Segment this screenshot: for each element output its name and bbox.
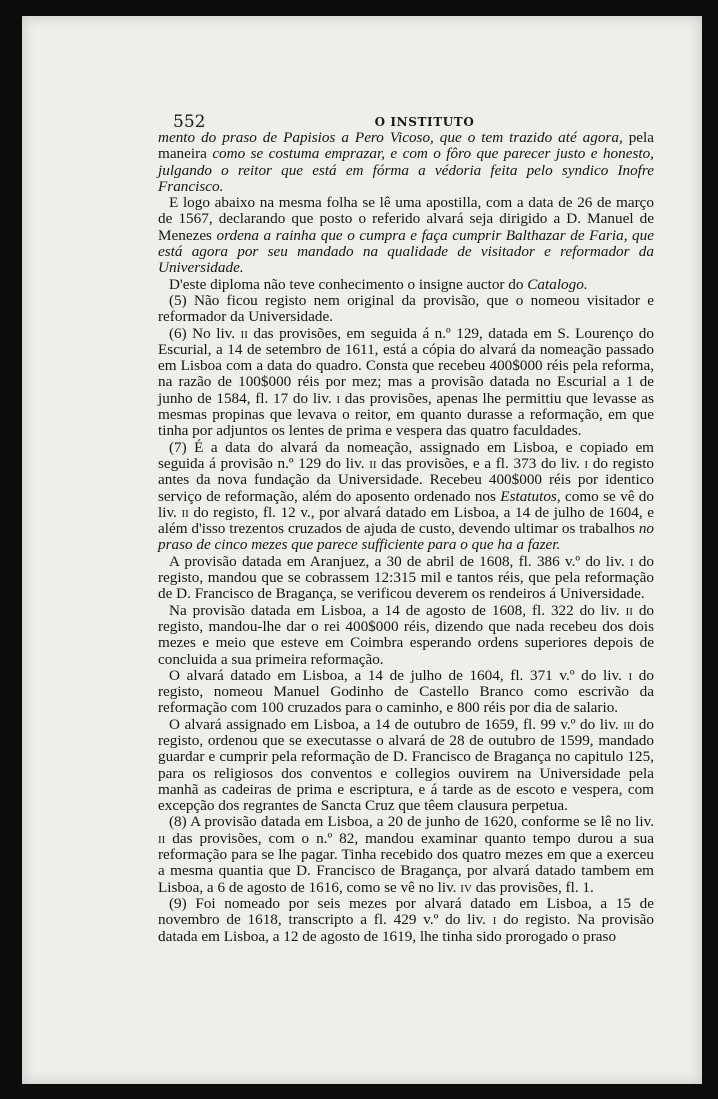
paragraph	[158, 717, 654, 815]
text-segment: do registo, mandou-lhe dar o rei 400$000 réis, dizendo que nada recebeu dos dois mezes e meio que esteve em Coimbra esperando ordens superiores depois de concluida a sua primeira reformação.	[158, 601, 655, 668]
page-number: 552	[173, 112, 206, 132]
paragraph	[158, 603, 654, 668]
italic-text-segment: Catalogo.	[527, 275, 588, 293]
running-title: O INSTITUTO	[374, 115, 475, 129]
text-segment: do registo, mandou que se cobrassem 12:315 mil e tantos réis, que pela reformação de D. Francisco de Bragança, se verificou deverem os rendeiros á Universidade.	[158, 552, 654, 603]
text-segment: iii	[623, 715, 635, 733]
italic-text-segment: Estatutos,	[500, 487, 561, 505]
italic-text-segment: ordena a rainha que o cumpra e faça cumprir Balthazar de Faria, que está agora por seu mandado na qualidade de visitador e reformador da Universidade.	[158, 226, 654, 277]
text-segment: iv	[460, 878, 472, 896]
text-segment: (9) Foi nomeado por seis mezes por alvará datado em Lisboa, a 15 de novembro de 1618, transcripto a fl. 429 v.º do liv.	[158, 894, 654, 929]
text-segment: i	[584, 454, 589, 472]
text-segment: ii	[158, 829, 166, 847]
text-segment: ii	[240, 324, 248, 342]
paragraph	[158, 130, 654, 195]
paragraph	[158, 896, 654, 945]
paragraph	[158, 814, 654, 895]
text-segment: do registo, nomeou Manuel Godinho de Castello Branco como escrivão da reformação com 100 cruzados para o caminho, e 800 réis por dia de salario.	[158, 666, 654, 717]
text-segment: O alvará datado em Lisboa, a 14 de julho de 1604, fl. 371 v.º do liv.	[169, 666, 629, 684]
paragraph	[158, 668, 654, 717]
text-segment: E logo abaixo na mesma folha se lê uma apostilla, com a data de 26 de março de 1567, declarando que posto o referido alvará seja dirigido a D. Manuel de Menezes	[158, 194, 654, 244]
paragraph	[158, 293, 654, 326]
italic-text-segment: como se costuma emprazar, e com o fôro que parecer justo e honesto, julgando o reitor que está em fórma a védoria feita pelo syndico Inofre Francisco.	[158, 145, 654, 195]
italic-text-segment: mento do praso de Papisios a Pero Vicoso, que o tem trazido até agora,	[158, 129, 623, 146]
text-segment: (8) A provisão datada em Lisboa, a 20 de junho de 1620, conforme se lê no liv.	[169, 813, 654, 831]
text-segment: das provisões, fl. 1.	[471, 878, 594, 896]
paragraph	[158, 440, 654, 554]
text-segment: A provisão datada em Aranjuez, a 30 de abril de 1608, fl. 386 v.º do liv.	[169, 552, 630, 570]
text-segment: (5) Não ficou registo nem original da provisão, que o nomeou visitador e reformador da Universidade.	[158, 291, 654, 326]
text-segment: das provisões, apenas lhe permittiu que levasse as mesmas propinas que levava o reitor, em quanto durasse a reformação, em que tinha por adjuntos os lentes de prima e vespera das quatro faculdades.	[158, 389, 654, 440]
text-segment: i	[336, 389, 341, 407]
text-segment: i	[628, 666, 633, 684]
text-segment: do registo, ordenou que se executasse o alvará de 28 de outubro de 1599, mandado guardar e cumprir pela reformação de D. Francisco de Bragança no capitulo 125, para os religiosos dos conventos e collegios ouvirem na Universidade pela manhã as cadeiras de prima e escriptura, e á tarde as de escoto e vespera, com excepção dos regrantes de Sancta Cruz que têem clausura perpetua.	[158, 715, 654, 815]
text-segment: i	[492, 911, 497, 929]
text-segment: ii	[625, 601, 633, 619]
text-segment: Na provisão datada em Lisboa, a 14 de agosto de 1608, fl. 322 do liv.	[169, 601, 626, 619]
text-segment: ii	[181, 503, 189, 521]
text-segment: (7) É a data do alvará da nomeação, assignado em Lisboa, e copiado em seguida á provisão n.º 129 do liv.	[158, 438, 654, 472]
text-segment: das provisões, em seguida á n.º 129, datada em S. Lourenço do Escurial, a 14 de setembro de 1611, está a cópia do alvará da nomeação passado em Lisboa com a data do quadro. Consta que recebeu 400$000 réis pela reforma, na razão de 100$000 réis por mez; mas a provisão datada no Escurial a 1 de junho de 1584, fl. 17 do liv.	[158, 324, 654, 407]
paragraph	[158, 277, 654, 293]
paragraph	[158, 326, 654, 440]
body-text	[158, 130, 654, 945]
paragraph	[158, 195, 654, 276]
text-segment: como se vê do liv.	[158, 487, 654, 521]
text-segment: i	[629, 552, 634, 570]
italic-text-segment: no praso de cinco mezes que parece sufficiente para o que ha a fazer.	[158, 520, 654, 554]
text-segment: do registo antes da nova fundação da Universidade. Recebeu 400$000 réis por identico serviço de reformação, além do aposento ordenado nos	[158, 454, 655, 505]
text-segment: (6) No liv.	[169, 324, 241, 342]
text-segment: das provisões, e a fl. 373 do liv.	[376, 454, 585, 472]
text-segment: pela maneira	[158, 129, 655, 163]
text-segment: do registo. Na provisão datada em Lisboa, a 12 de agosto de 1619, lhe tinha sido prorogado o praso	[158, 911, 654, 945]
text-segment: das provisões, com o n.º 82, mandou examinar quanto tempo durou a sua reformação para se lhe pagar. Tinha recebido dos quatro mezes em que a exerceu a mesma quantia que D. Francisco de Bragança, por alvará datado tambem em Lisboa, a 6 de agosto de 1616, como se vê no liv.	[158, 829, 654, 896]
text-segment: ii	[369, 454, 377, 472]
paragraph	[158, 554, 654, 603]
text-segment: do registo, fl. 12 v., por alvará datado em Lisboa, a 14 de julho de 1604, e além d'isso trezentos cruzados de ajuda de custo, devendo ultimar os trabalhos	[158, 503, 654, 538]
text-segment: O alvará assignado em Lisboa, a 14 de outubro de 1659, fl. 99 v.º do liv.	[169, 715, 624, 733]
text-segment: D'este diploma não teve conhecimento o insigne auctor do	[169, 275, 528, 293]
